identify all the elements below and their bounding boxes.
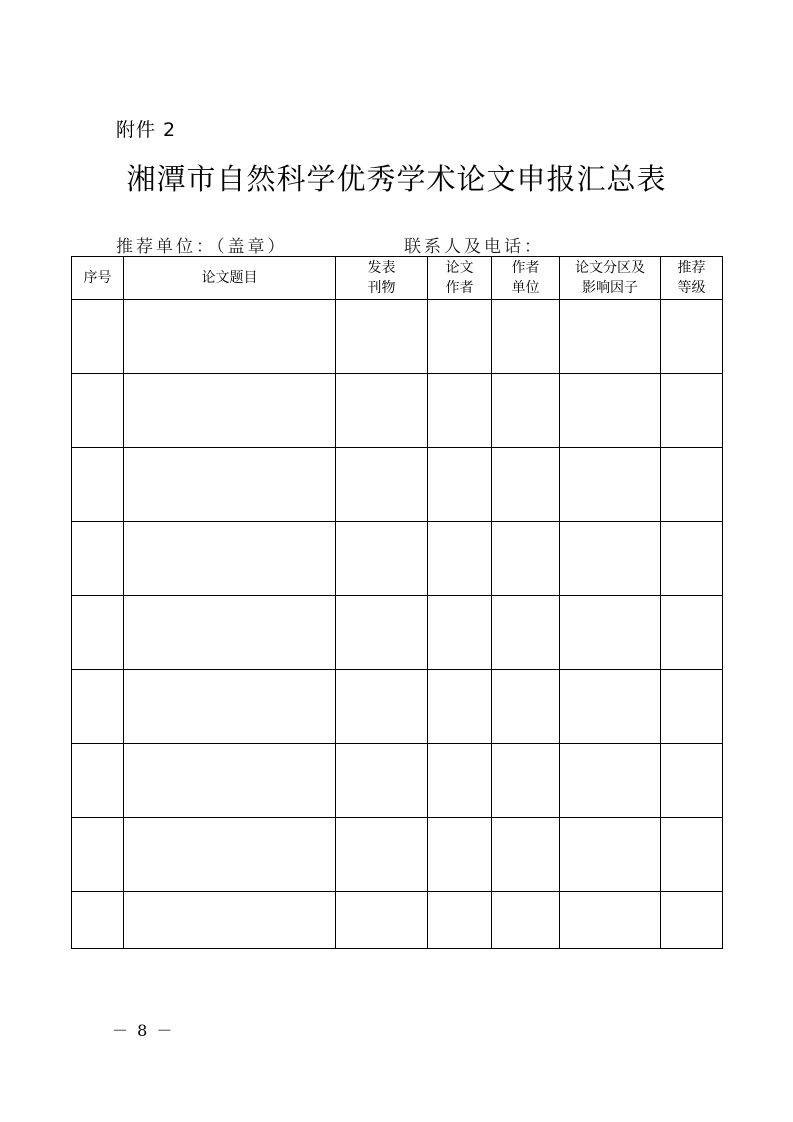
cell-recommend-level[interactable] (661, 744, 723, 818)
cell-index[interactable] (72, 374, 124, 448)
cell-paper-title[interactable] (124, 374, 336, 448)
cell-author-unit[interactable] (492, 818, 560, 892)
cell-author[interactable] (428, 522, 492, 596)
cell-author-unit[interactable] (492, 522, 560, 596)
table-row (72, 448, 723, 522)
header-recommend-level-line2: 等级 (677, 280, 706, 296)
table-header-row (72, 257, 723, 300)
table-row (72, 818, 723, 892)
cell-zone-impact[interactable] (560, 596, 661, 670)
header-author-unit-line1: 作者 (511, 260, 540, 276)
cell-author[interactable] (428, 892, 492, 949)
cell-author[interactable] (428, 670, 492, 744)
cell-journal[interactable] (336, 522, 428, 596)
table-row (72, 596, 723, 670)
cell-index[interactable] (72, 522, 124, 596)
header-author-line1: 论文 (445, 260, 474, 276)
cell-recommend-level[interactable] (661, 892, 723, 949)
cell-author-unit[interactable] (492, 744, 560, 818)
header-zone-impact-line1: 论文分区及 (575, 260, 645, 276)
cell-author-unit[interactable] (492, 596, 560, 670)
table-row (72, 300, 723, 374)
cell-zone-impact[interactable] (560, 670, 661, 744)
cell-index[interactable] (72, 448, 124, 522)
header-author (428, 257, 492, 300)
cell-author[interactable] (428, 300, 492, 374)
cell-index[interactable] (72, 300, 124, 374)
page-number: － 8 － (112, 1021, 175, 1040)
header-zone-impact (560, 257, 661, 300)
cell-recommend-level[interactable] (661, 670, 723, 744)
table-row (72, 374, 723, 448)
cell-journal[interactable] (336, 744, 428, 818)
header-paper-title (124, 257, 336, 300)
cell-author[interactable] (428, 596, 492, 670)
cell-author[interactable] (428, 374, 492, 448)
page-title: 湘潭市自然科学优秀学术论文申报汇总表 (126, 162, 667, 196)
cell-paper-title[interactable] (124, 818, 336, 892)
cell-author-unit[interactable] (492, 448, 560, 522)
header-author-unit (492, 257, 560, 300)
cell-zone-impact[interactable] (560, 374, 661, 448)
cell-index[interactable] (72, 892, 124, 949)
cell-recommend-level[interactable] (661, 522, 723, 596)
header-journal-line1: 发表 (367, 260, 396, 276)
header-journal-line2: 刊物 (367, 280, 396, 296)
cell-author[interactable] (428, 448, 492, 522)
table-row (72, 522, 723, 596)
cell-journal[interactable] (336, 892, 428, 949)
cell-zone-impact[interactable] (560, 744, 661, 818)
table-row (72, 670, 723, 744)
cell-paper-title[interactable] (124, 744, 336, 818)
header-zone-impact-line2: 影响因子 (582, 280, 638, 296)
cell-index[interactable] (72, 670, 124, 744)
contact-label: 联系人及电话： (404, 237, 544, 257)
cell-journal[interactable] (336, 670, 428, 744)
cell-zone-impact[interactable] (560, 818, 661, 892)
cell-recommend-level[interactable] (661, 596, 723, 670)
cell-zone-impact[interactable] (560, 522, 661, 596)
cell-recommend-level[interactable] (661, 448, 723, 522)
cell-index[interactable] (72, 596, 124, 670)
header-paper-title-text: 论文题目 (201, 270, 258, 286)
cell-zone-impact[interactable] (560, 892, 661, 949)
cell-author[interactable] (428, 744, 492, 818)
cell-journal[interactable] (336, 596, 428, 670)
cell-author[interactable] (428, 818, 492, 892)
header-author-unit-line2: 单位 (511, 280, 540, 296)
cell-zone-impact[interactable] (560, 448, 661, 522)
cell-author-unit[interactable] (492, 892, 560, 949)
header-index-text: 序号 (83, 270, 112, 286)
header-journal (336, 257, 428, 300)
cell-zone-impact[interactable] (560, 300, 661, 374)
cell-journal[interactable] (336, 300, 428, 374)
cell-paper-title[interactable] (124, 522, 336, 596)
cell-paper-title[interactable] (124, 670, 336, 744)
cell-recommend-level[interactable] (661, 300, 723, 374)
recommend-unit-label: 推荐单位：（盖章） (116, 237, 288, 257)
cell-paper-title[interactable] (124, 300, 336, 374)
cell-journal[interactable] (336, 374, 428, 448)
cell-paper-title[interactable] (124, 596, 336, 670)
cell-recommend-level[interactable] (661, 374, 723, 448)
header-index (72, 257, 124, 300)
header-recommend-level (661, 257, 723, 300)
table-body (72, 300, 723, 949)
header-author-line2: 作者 (445, 280, 474, 296)
attachment-label: 附件 2 (116, 119, 177, 141)
cell-journal[interactable] (336, 448, 428, 522)
cell-recommend-level[interactable] (661, 818, 723, 892)
cell-paper-title[interactable] (124, 892, 336, 949)
table-row (72, 892, 723, 949)
cell-journal[interactable] (336, 818, 428, 892)
cell-author-unit[interactable] (492, 300, 560, 374)
header-recommend-level-line1: 推荐 (677, 260, 706, 276)
cell-index[interactable] (72, 744, 124, 818)
cell-author-unit[interactable] (492, 670, 560, 744)
cell-author-unit[interactable] (492, 374, 560, 448)
table-row (72, 744, 723, 818)
summary-table (71, 256, 723, 949)
cell-index[interactable] (72, 818, 124, 892)
cell-paper-title[interactable] (124, 448, 336, 522)
